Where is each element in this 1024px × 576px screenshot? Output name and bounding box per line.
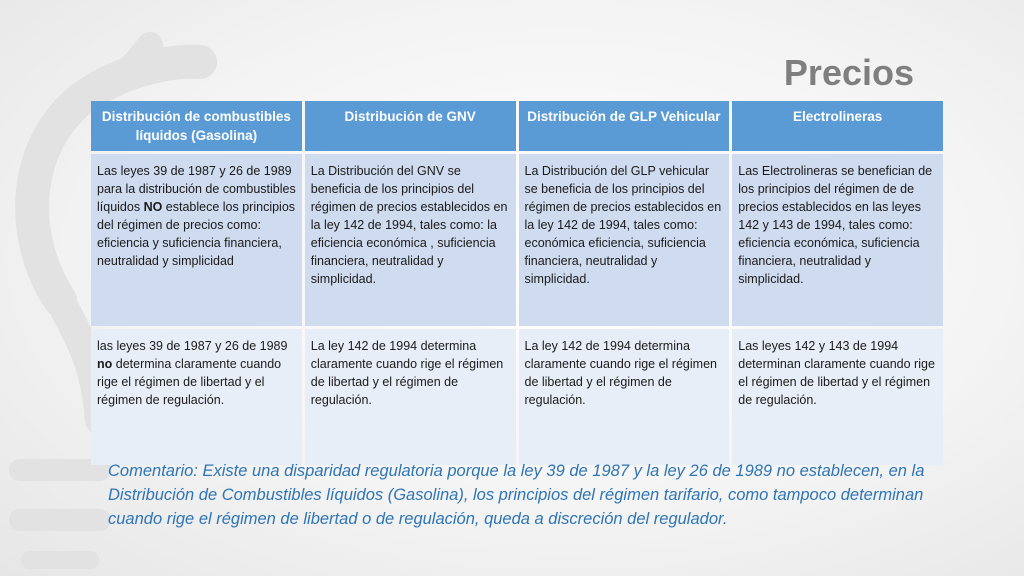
cell-principles-glp: La Distribución del GLP vehicular se beneficia de los principios del régimen de precios establecidos en la ley 142 de 1994, tales como: económica eficiencia, suficiencia financiera, neutralidad y simplicidad. <box>519 154 730 326</box>
cell-regime-gnv: La ley 142 de 1994 determina claramente cuando rige el régimen de libertad y el régimen de regulación. <box>305 329 516 465</box>
cell-principles-gasolina: Las leyes 39 de 1987 y 26 de 1989 para la distribución de combustibles líquidos NO establece los principios del régimen de precios como: eficiencia y suficiencia financiera, neutralidad y simplicidad <box>91 154 302 326</box>
header-gasolina: Distribución de combustibles líquidos (Gasolina) <box>91 101 302 151</box>
table-row <box>91 154 943 326</box>
cell-regime-gasolina: las leyes 39 de 1987 y 26 de 1989 no determina claramente cuando rige el régimen de libertad y el régimen de regulación. <box>91 329 302 465</box>
cell-regime-glp: La ley 142 de 1994 determina claramente cuando rige el régimen de libertad y el régimen de regulación. <box>519 329 730 465</box>
header-glp: Distribución de GLP Vehicular <box>519 101 730 151</box>
cell-principles-electrolineras: Las Electrolineras se benefician de los principios del régimen de de precios establecidos en las leyes 142 y 143 de 1994, tales como: eficiencia económica, suficiencia financiera, neutralidad y simplicidad. <box>732 154 943 326</box>
header-electrolineras: Electrolineras <box>732 101 943 151</box>
cell-regime-electrolineras: Las leyes 142 y 143 de 1994 determinan claramente cuando rige el régimen de libertad y el régimen de regulación. <box>732 329 943 465</box>
header-gnv: Distribución de GNV <box>305 101 516 151</box>
page-title: Precios <box>783 52 914 93</box>
comment-text: Comentario: Existe una disparidad regulatoria porque la ley 39 de 1987 y la ley 26 de 1989 no establecen, en la Distribución de Combustibles líquidos (Gasolina), los principios del régimen tarifario, como tampoco determinan cuando rige el régimen de libertad o de regulación, queda a discreción del regulador. <box>108 462 925 528</box>
table-row <box>91 329 943 465</box>
cell-principles-gnv: La Distribución del GNV se beneficia de los principios del régimen de precios establecidos en la ley 142 de 1994, tales como: la eficiencia económica , suficiencia financiera, neutralidad y simplicidad. <box>305 154 516 326</box>
table-header-row <box>91 101 943 151</box>
prices-table <box>88 98 946 468</box>
